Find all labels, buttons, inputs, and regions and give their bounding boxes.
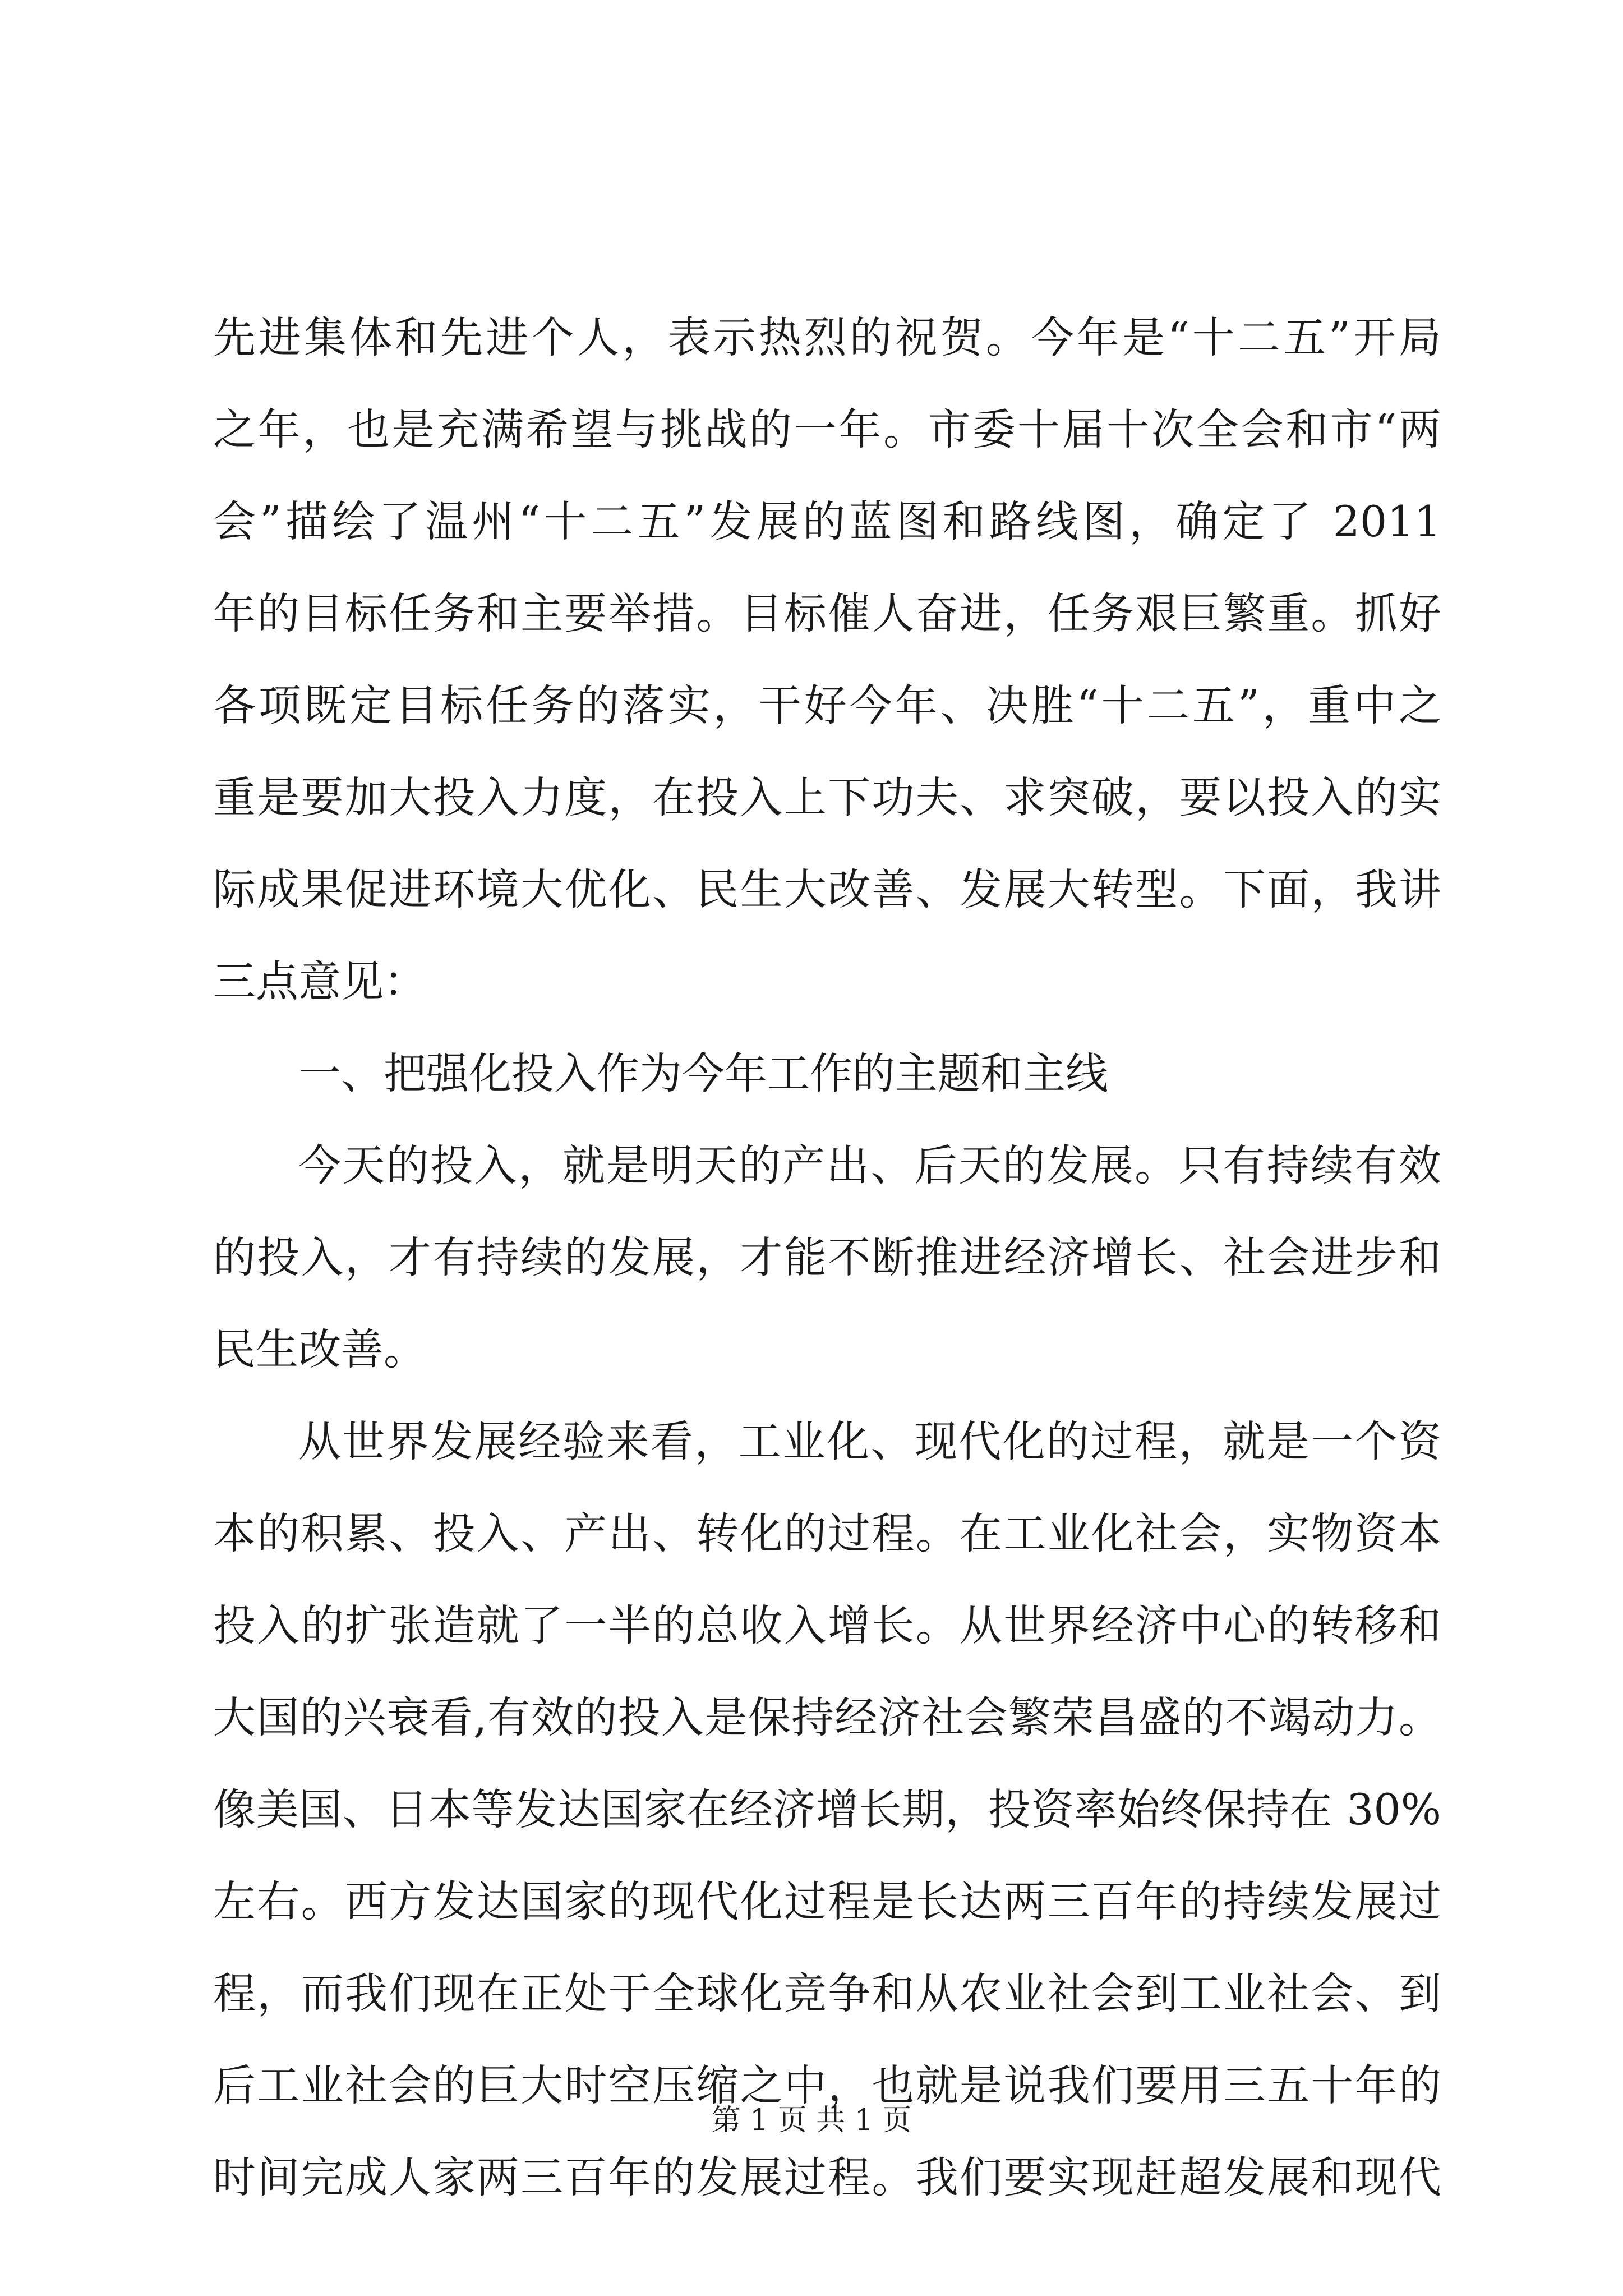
page-footer xyxy=(0,2104,1623,2137)
text-line: 先进集体和先进个人，表示热烈的祝贺。今年是“十二五”开局 xyxy=(213,312,1441,362)
text-line: 会”描绘了温州“十二五”发展的蓝图和路线图，确定了 2011 xyxy=(213,496,1441,546)
text-line: 本的积累、投入、产出、转化的过程。在工业化社会，实物资本 xyxy=(213,1508,1441,1558)
text-line: 今天的投入，就是明天的产出、后天的发展。只有持续有效 xyxy=(298,1140,1441,1190)
text-line: 各项既定目标任务的落实，干好今年、决胜“十二五”，重中之 xyxy=(213,680,1441,730)
text-line: 时间完成人家两三百年的发展过程。我们要实现赶超发展和现代 xyxy=(213,2152,1441,2202)
text-line: 的投入，才有持续的发展，才能不断推进经济增长、社会进步和 xyxy=(213,1232,1441,1282)
text-line: 从世界发展经验来看，工业化、现代化的过程，就是一个资 xyxy=(298,1416,1441,1466)
text-line: 重是要加大投入力度，在投入上下功夫、求突破，要以投入的实 xyxy=(213,772,1441,822)
text-line: 程，而我们现在正处于全球化竞争和从农业社会到工业社会、到 xyxy=(213,1968,1441,2018)
text-line: 民生改善。 xyxy=(213,1324,426,1374)
text-line: 后工业社会的巨大时空压缩之中，也就是说我们要用三五十年的 xyxy=(213,2060,1441,2110)
text-line: 左右。西方发达国家的现代化过程是长达两三百年的持续发展过 xyxy=(213,1876,1441,1926)
document-body xyxy=(213,292,1441,2224)
text-line: 像美国、日本等发达国家在经济增长期，投资率始终保持在 30% xyxy=(213,1784,1441,1834)
text-line: 三点意见： xyxy=(213,956,426,1006)
section-heading: 一、把强化投入作为今年工作的主题和主线 xyxy=(298,1048,1108,1098)
text-line: 投入的扩张造就了一半的总收入增长。从世界经济中心的转移和 xyxy=(213,1600,1441,1650)
text-line: 大国的兴衰看,有效的投入是保持经济社会繁荣昌盛的不竭动力。 xyxy=(213,1692,1441,1742)
text-line: 际成果促进环境大优化、民生大改善、发展大转型。下面，我讲 xyxy=(213,864,1441,914)
text-line: 之年，也是充满希望与挑战的一年。市委十届十次全会和市“两 xyxy=(213,404,1441,454)
text-line: 年的目标任务和主要举措。目标催人奋进，任务艰巨繁重。抓好 xyxy=(213,588,1441,638)
page-number-label: 第 1 页 共 1 页 xyxy=(711,2104,912,2137)
